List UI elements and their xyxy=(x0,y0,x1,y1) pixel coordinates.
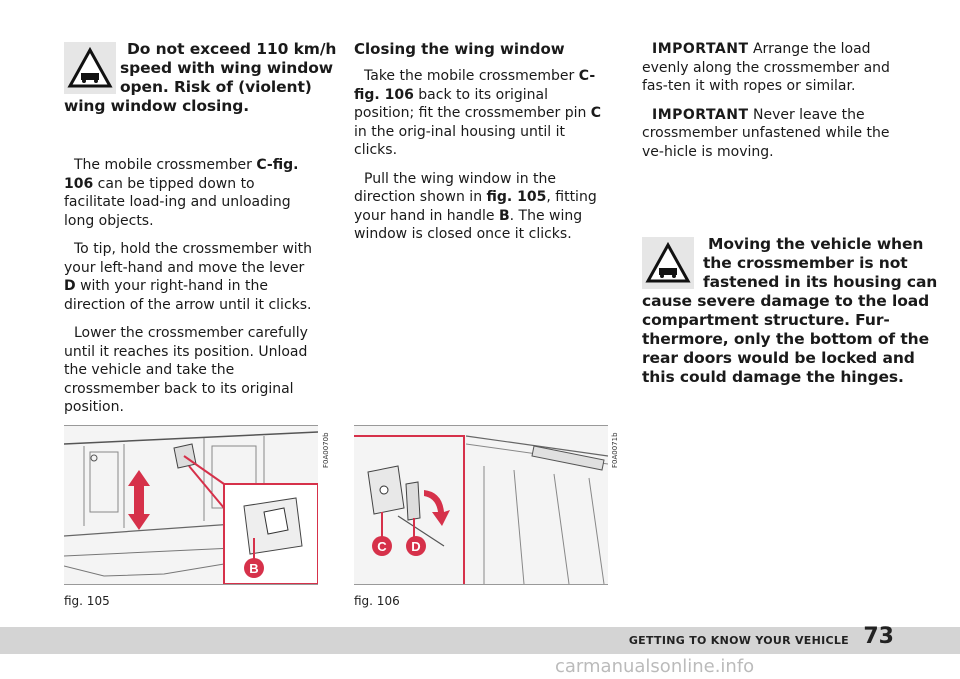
figure-106 xyxy=(354,425,608,585)
label-b: B xyxy=(249,561,259,576)
warning-line-1: Moving the vehicle when xyxy=(708,235,924,253)
warning-line-4: wing window closing. xyxy=(64,97,249,115)
page-number: 73 xyxy=(863,624,894,649)
warning-line-8: this could damage the hinges. xyxy=(642,368,904,386)
paragraph: To tip, hold the crossmember with your left-hand and move the lever D with your right-hand in the direction of the arrow until it clicks. xyxy=(64,241,313,313)
warning-line-2: the crossmember is not xyxy=(703,254,908,272)
paragraph: Pull the wing window in the direction shown in fig. 105, fitting your hand in handle B. The wing window is closed once it clicks. xyxy=(354,170,597,242)
footer-section-title: GETTING TO KNOW YOUR VEHICLE xyxy=(628,634,849,647)
warning-line-2: speed with wing window xyxy=(120,59,333,77)
figure-106-code: F0A0071b xyxy=(611,432,619,468)
paragraph: Take the mobile crossmember C-fig. 106 back to its original position; fit the crossmember pin C in the orig-inal housing until it clicks. xyxy=(354,68,602,158)
figure-106-illustration xyxy=(354,426,608,584)
warning-line-5: compartment structure. Fur- xyxy=(642,311,890,329)
important-note: IMPORTANT Never leave the crossmember unfastened while the ve-hicle is moving. xyxy=(642,106,890,160)
middle-text-block xyxy=(354,40,606,244)
warning-line-7: rear doors would be locked and xyxy=(642,349,915,367)
warning-triangle-icon xyxy=(642,237,694,289)
warning-line-1: Do not exceed 110 km/h xyxy=(127,40,337,58)
figure-105-code: F0A0070b xyxy=(322,432,330,468)
watermark: carmanualsonline.info xyxy=(555,656,755,677)
figure-106-caption: fig. 106 xyxy=(354,594,400,608)
warning-triangle-icon xyxy=(64,42,116,94)
paragraph: The mobile crossmember C-fig. 106 can be tipped down to facilitate load-ing and unloading long objects. xyxy=(64,157,299,229)
right-text-block xyxy=(642,40,896,161)
section-title: Closing the wing window xyxy=(354,40,565,58)
warning-line-6: thermore, only the bottom of the xyxy=(642,330,929,348)
figure-105-caption: fig. 105 xyxy=(64,594,110,608)
label-c: C xyxy=(377,539,387,554)
warning-line-3: open. Risk of (violent) xyxy=(120,78,312,96)
left-text-block xyxy=(64,156,318,417)
figure-105-illustration xyxy=(64,426,318,584)
warning-line-3: fastened in its housing can xyxy=(703,273,938,291)
paragraph: Lower the crossmember carefully until it reaches its position. Unload the vehicle and take the crossmember back to its original position. xyxy=(64,325,308,415)
warning-line-4: cause severe damage to the load xyxy=(642,292,930,310)
important-note: IMPORTANT Arrange the load evenly along the crossmember and fas-ten it with ropes or similar. xyxy=(642,41,890,94)
figure-105 xyxy=(64,425,318,585)
label-d: D xyxy=(411,539,421,554)
